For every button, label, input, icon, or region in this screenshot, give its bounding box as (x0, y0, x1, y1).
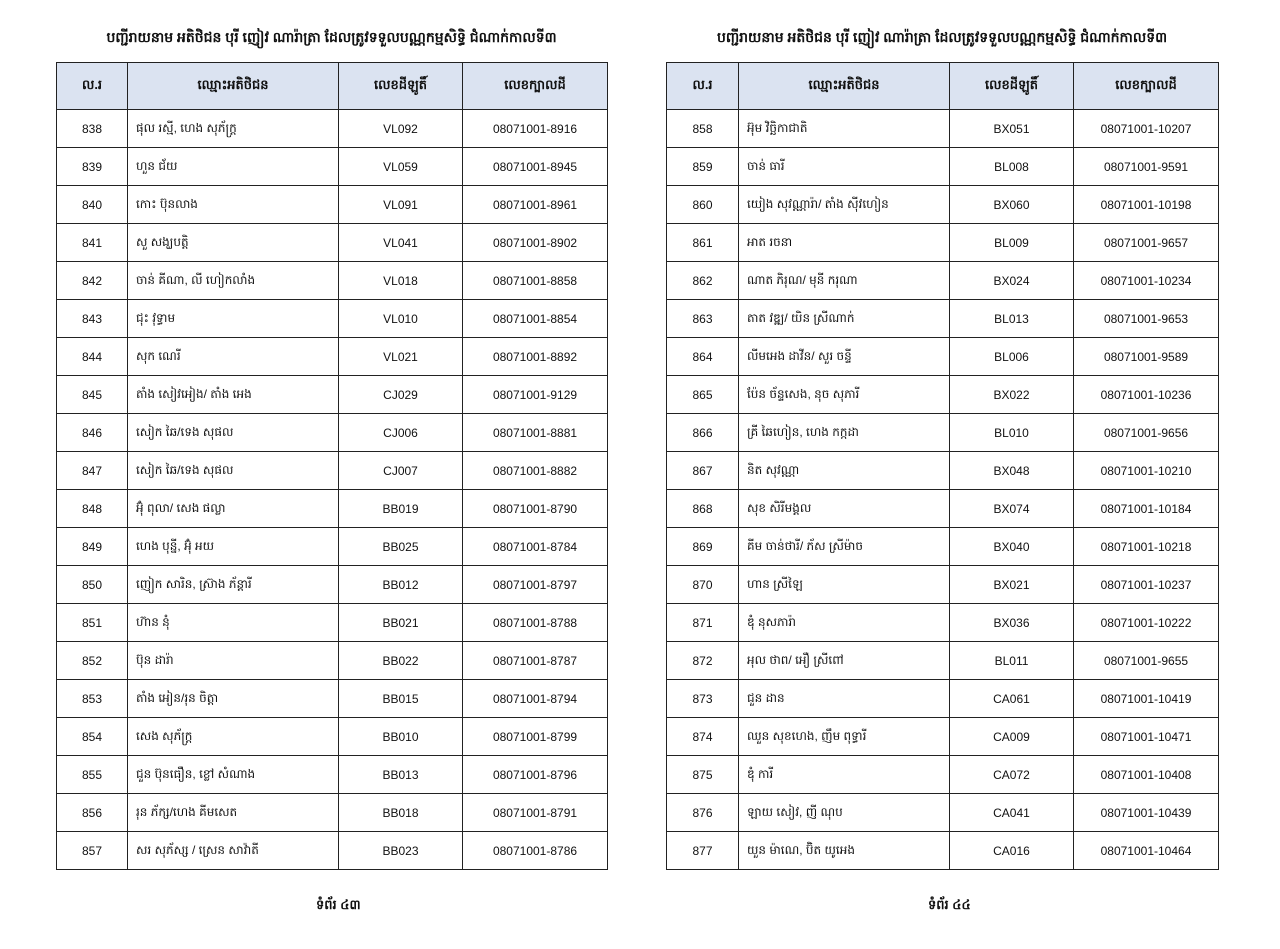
cell-lot-number: BB012 (339, 566, 463, 604)
cell-lot-number: BX051 (950, 110, 1074, 148)
cell-customer-name: ចាន់ ធារី (739, 148, 950, 186)
table-row (667, 680, 1219, 718)
cell-customer-name: ឈួន សុខហេង, ញឹម ពុទ្ធារី (739, 718, 950, 756)
cell-customer-name: ប៊ុន ដារ៉ា (128, 642, 339, 680)
table-row (667, 186, 1219, 224)
table-row (667, 490, 1219, 528)
cell-row-number: 873 (667, 680, 739, 718)
cell-row-number: 876 (667, 794, 739, 832)
table-row (667, 224, 1219, 262)
cell-lot-number: VL092 (339, 110, 463, 148)
table-row (57, 832, 608, 870)
cell-row-number: 843 (57, 300, 128, 338)
cell-lot-number: VL091 (339, 186, 463, 224)
cell-land-title-number: 08071001-8784 (463, 528, 608, 566)
cell-land-title-number: 08071001-10218 (1074, 528, 1219, 566)
cell-lot-number: BX074 (950, 490, 1074, 528)
table-row (57, 376, 608, 414)
cell-customer-name: យៀង សុវណ្ណារ៉ា/ តាំង ស៊ីវហៀន (739, 186, 950, 224)
cell-lot-number: CJ029 (339, 376, 463, 414)
cell-lot-number: CJ006 (339, 414, 463, 452)
cell-customer-name: ឡាយ សៀវ, ញី ណុប (739, 794, 950, 832)
cell-lot-number: BB019 (339, 490, 463, 528)
table-row (57, 262, 608, 300)
table-row (667, 376, 1219, 414)
table-header-row (57, 63, 608, 110)
table-row (667, 566, 1219, 604)
cell-row-number: 850 (57, 566, 128, 604)
cell-land-title-number: 08071001-10184 (1074, 490, 1219, 528)
cell-land-title-number: 08071001-8796 (463, 756, 608, 794)
cell-row-number: 853 (57, 680, 128, 718)
table-row (57, 224, 608, 262)
cell-row-number: 840 (57, 186, 128, 224)
cell-land-title-number: 08071001-9653 (1074, 300, 1219, 338)
table-row (667, 604, 1219, 642)
cell-customer-name: សួ សង្ឃបត្តិ (128, 224, 339, 262)
page-title: បញ្ជីរាយនាម អតិថិជន បុរី ញៀវ ណារ៉ាត្រា ដែលត្រូវទទួលបណ្ណកម្មសិទ្ធិ ជំណាក់កាលទី៣ (106, 29, 557, 45)
table-row (667, 528, 1219, 566)
table-row (57, 528, 608, 566)
cell-land-title-number: 08071001-8945 (463, 148, 608, 186)
cell-customer-name: គ្រី ឆៃហៀន, ហេង កក្កដា (739, 414, 950, 452)
table-row (667, 300, 1219, 338)
cell-land-title-number: 08071001-10234 (1074, 262, 1219, 300)
table-row (57, 300, 608, 338)
table-row (57, 604, 608, 642)
cell-lot-number: BB010 (339, 718, 463, 756)
cell-row-number: 863 (667, 300, 739, 338)
customer-table-right (666, 62, 1219, 870)
cell-land-title-number: 08071001-9129 (463, 376, 608, 414)
cell-row-number: 841 (57, 224, 128, 262)
cell-lot-number: VL059 (339, 148, 463, 186)
cell-customer-name: ហួន ជ័យ (128, 148, 339, 186)
cell-customer-name: ឌុំ នុសភារ៉ា (739, 604, 950, 642)
cell-land-title-number: 08071001-8902 (463, 224, 608, 262)
cell-customer-name: លីមអេង ដាវីន/ សួរ ចន្ទី (739, 338, 950, 376)
table-row (57, 490, 608, 528)
cell-land-title-number: 08071001-10222 (1074, 604, 1219, 642)
cell-row-number: 861 (667, 224, 739, 262)
cell-land-title-number: 08071001-10471 (1074, 718, 1219, 756)
cell-customer-name: ជួន ដាន (739, 680, 950, 718)
cell-land-title-number: 08071001-8788 (463, 604, 608, 642)
cell-row-number: 864 (667, 338, 739, 376)
cell-lot-number: BL010 (950, 414, 1074, 452)
cell-customer-name: ណាត ភិរុណ/ មុនី ករុណា (739, 262, 950, 300)
header-row-number: ល.រ (57, 63, 128, 110)
cell-lot-number: BL009 (950, 224, 1074, 262)
cell-row-number: 856 (57, 794, 128, 832)
table-row (667, 832, 1219, 870)
customer-table-left (56, 62, 608, 870)
cell-land-title-number: 08071001-10464 (1074, 832, 1219, 870)
cell-land-title-number: 08071001-9655 (1074, 642, 1219, 680)
cell-land-title-number: 08071001-10408 (1074, 756, 1219, 794)
table-row (57, 718, 608, 756)
cell-land-title-number: 08071001-9591 (1074, 148, 1219, 186)
cell-customer-name: ប៉ែន ច័ន្ទសេង, នុច សុភារី (739, 376, 950, 414)
header-row-number: ល.រ (667, 63, 739, 110)
table-row (667, 718, 1219, 756)
cell-land-title-number: 08071001-10198 (1074, 186, 1219, 224)
cell-land-title-number: 08071001-10236 (1074, 376, 1219, 414)
cell-land-title-number: 08071001-8892 (463, 338, 608, 376)
cell-customer-name: ហាន ស្រីឡៃ (739, 566, 950, 604)
header-lot-number: លេខដីឡូតិ៍ (339, 63, 463, 110)
cell-lot-number: BX022 (950, 376, 1074, 414)
cell-land-title-number: 08071001-8961 (463, 186, 608, 224)
header-customer-name: ឈ្មោះអតិថិជន (739, 63, 950, 110)
cell-lot-number: BX060 (950, 186, 1074, 224)
cell-land-title-number: 08071001-10439 (1074, 794, 1219, 832)
cell-row-number: 849 (57, 528, 128, 566)
cell-lot-number: BL006 (950, 338, 1074, 376)
cell-customer-name: ជួន ប៊ុនធឿន, ខ្លៅ សំណាង (128, 756, 339, 794)
cell-row-number: 845 (57, 376, 128, 414)
cell-land-title-number: 08071001-9589 (1074, 338, 1219, 376)
cell-lot-number: VL010 (339, 300, 463, 338)
table-row (57, 414, 608, 452)
cell-land-title-number: 08071001-8797 (463, 566, 608, 604)
cell-row-number: 865 (667, 376, 739, 414)
cell-customer-name: ចាន់ គីណា, លី ហៀកលាំង (128, 262, 339, 300)
cell-lot-number: BX024 (950, 262, 1074, 300)
table-row (57, 338, 608, 376)
cell-customer-name: កោះ ប៊ុនលាង (128, 186, 339, 224)
cell-row-number: 847 (57, 452, 128, 490)
table-row (57, 756, 608, 794)
cell-row-number: 851 (57, 604, 128, 642)
table-row (667, 338, 1219, 376)
cell-lot-number: CA016 (950, 832, 1074, 870)
cell-row-number: 860 (667, 186, 739, 224)
cell-lot-number: CA041 (950, 794, 1074, 832)
cell-customer-name: ហ៊ាន នុំ (128, 604, 339, 642)
cell-customer-name: តាំង អៀន/រុន ចិត្តា (128, 680, 339, 718)
table-row (667, 262, 1219, 300)
cell-customer-name: តាំង សៀវអៀង/ តាំង អេង (128, 376, 339, 414)
cell-row-number: 877 (667, 832, 739, 870)
cell-row-number: 857 (57, 832, 128, 870)
cell-lot-number: VL041 (339, 224, 463, 262)
page-number: ទំព័រ ៤៤ (928, 897, 971, 912)
cell-customer-name: និត សុវណ្ណា (739, 452, 950, 490)
table-row (57, 110, 608, 148)
cell-customer-name: ឌុំ ការី (739, 756, 950, 794)
table-row (57, 186, 608, 224)
table-row (57, 680, 608, 718)
cell-lot-number: BB013 (339, 756, 463, 794)
page-number: ទំព័រ ៤៣ (316, 897, 361, 912)
cell-land-title-number: 08071001-8916 (463, 110, 608, 148)
cell-customer-name: ញៀក សារិន, ស្រ៊ាង ភ័ន្តារី (128, 566, 339, 604)
cell-row-number: 870 (667, 566, 739, 604)
cell-customer-name: យួន ម៉ាណេ, ប៊ិត យូអេង (739, 832, 950, 870)
cell-lot-number: BX040 (950, 528, 1074, 566)
cell-customer-name: ជុះ វុទ្ធាម (128, 300, 339, 338)
cell-row-number: 862 (667, 262, 739, 300)
table-row (667, 110, 1219, 148)
cell-lot-number: CA061 (950, 680, 1074, 718)
header-land-title-number: លេខក្បាលដី (463, 63, 608, 110)
cell-lot-number: BB018 (339, 794, 463, 832)
header-customer-name: ឈ្មោះអតិថិជន (128, 63, 339, 110)
cell-customer-name: សៀក ឆៃ/ទេង សុផល (128, 452, 339, 490)
cell-customer-name: អ៊ុំ ពុលា/ សេង ផល្លា (128, 490, 339, 528)
cell-land-title-number: 08071001-8881 (463, 414, 608, 452)
cell-lot-number: BB025 (339, 528, 463, 566)
cell-customer-name: គីម ចាន់ថារី/ ភ័ស ស្រីម៉ាច (739, 528, 950, 566)
cell-lot-number: VL018 (339, 262, 463, 300)
cell-lot-number: BB021 (339, 604, 463, 642)
cell-customer-name: សុខ សិរីមង្គល (739, 490, 950, 528)
cell-row-number: 854 (57, 718, 128, 756)
cell-land-title-number: 08071001-9656 (1074, 414, 1219, 452)
cell-row-number: 855 (57, 756, 128, 794)
cell-row-number: 852 (57, 642, 128, 680)
cell-lot-number: BB015 (339, 680, 463, 718)
cell-row-number: 875 (667, 756, 739, 794)
cell-row-number: 867 (667, 452, 739, 490)
cell-customer-name: អាត រចនា (739, 224, 950, 262)
cell-land-title-number: 08071001-10207 (1074, 110, 1219, 148)
cell-lot-number: BL008 (950, 148, 1074, 186)
table-header-row (667, 63, 1219, 110)
cell-customer-name: សរ សុភ័ស្ស / ស្រេន សាវ៉ាតី (128, 832, 339, 870)
table-row (667, 794, 1219, 832)
cell-row-number: 848 (57, 490, 128, 528)
cell-land-title-number: 08071001-8858 (463, 262, 608, 300)
header-lot-number: លេខដីឡូតិ៍ (950, 63, 1074, 110)
cell-customer-name: អុល ថាព/ អឿ ស្រីពៅ (739, 642, 950, 680)
cell-customer-name: ផុល រស្មី, ហេង សុភ័ក្រ្ត (128, 110, 339, 148)
table-row (57, 148, 608, 186)
cell-customer-name: តាត វឌ្ឍ/ យិន ស្រីណាក់ (739, 300, 950, 338)
cell-land-title-number: 08071001-9657 (1074, 224, 1219, 262)
cell-land-title-number: 08071001-10419 (1074, 680, 1219, 718)
table-row (667, 148, 1219, 186)
cell-row-number: 842 (57, 262, 128, 300)
cell-lot-number: BB022 (339, 642, 463, 680)
cell-land-title-number: 08071001-8794 (463, 680, 608, 718)
cell-land-title-number: 08071001-10210 (1074, 452, 1219, 490)
table-row (667, 642, 1219, 680)
cell-land-title-number: 08071001-8791 (463, 794, 608, 832)
cell-row-number: 869 (667, 528, 739, 566)
cell-lot-number: BX021 (950, 566, 1074, 604)
cell-row-number: 858 (667, 110, 739, 148)
table-row (57, 794, 608, 832)
table-row (57, 452, 608, 490)
cell-row-number: 872 (667, 642, 739, 680)
cell-row-number: 838 (57, 110, 128, 148)
cell-row-number: 868 (667, 490, 739, 528)
cell-lot-number: BX036 (950, 604, 1074, 642)
table-row (57, 642, 608, 680)
table-row (57, 566, 608, 604)
cell-land-title-number: 08071001-8854 (463, 300, 608, 338)
cell-customer-name: សៀក ឆៃ/ទេង សុផល (128, 414, 339, 452)
cell-lot-number: BX048 (950, 452, 1074, 490)
cell-row-number: 871 (667, 604, 739, 642)
cell-lot-number: BL013 (950, 300, 1074, 338)
cell-land-title-number: 08071001-8786 (463, 832, 608, 870)
header-land-title-number: លេខក្បាលដី (1074, 63, 1219, 110)
cell-land-title-number: 08071001-8882 (463, 452, 608, 490)
cell-customer-name: សេង សុភ័ក្រ្ត (128, 718, 339, 756)
table-row (667, 756, 1219, 794)
cell-row-number: 846 (57, 414, 128, 452)
cell-customer-name: ហេង បុន្នី, អ៊ុំ អយ (128, 528, 339, 566)
cell-row-number: 839 (57, 148, 128, 186)
cell-lot-number: BL011 (950, 642, 1074, 680)
table-row (667, 452, 1219, 490)
cell-lot-number: CA009 (950, 718, 1074, 756)
cell-lot-number: CJ007 (339, 452, 463, 490)
page-title: បញ្ជីរាយនាម អតិថិជន បុរី ញៀវ ណារ៉ាត្រា ដែលត្រូវទទួលបណ្ណកម្មសិទ្ធិ ជំណាក់កាលទី៣ (716, 29, 1168, 45)
cell-lot-number: BB023 (339, 832, 463, 870)
cell-row-number: 859 (667, 148, 739, 186)
cell-row-number: 866 (667, 414, 739, 452)
cell-land-title-number: 08071001-8787 (463, 642, 608, 680)
cell-customer-name: រុន ភ័ក្ស/ហេង គីមសេត (128, 794, 339, 832)
cell-row-number: 874 (667, 718, 739, 756)
cell-land-title-number: 08071001-10237 (1074, 566, 1219, 604)
table-row (667, 414, 1219, 452)
cell-customer-name: សុក ណេរី (128, 338, 339, 376)
cell-customer-name: អ៊ុម វិច្ឆិកាជាតិ (739, 110, 950, 148)
cell-land-title-number: 08071001-8790 (463, 490, 608, 528)
cell-row-number: 844 (57, 338, 128, 376)
cell-land-title-number: 08071001-8799 (463, 718, 608, 756)
cell-lot-number: CA072 (950, 756, 1074, 794)
cell-lot-number: VL021 (339, 338, 463, 376)
